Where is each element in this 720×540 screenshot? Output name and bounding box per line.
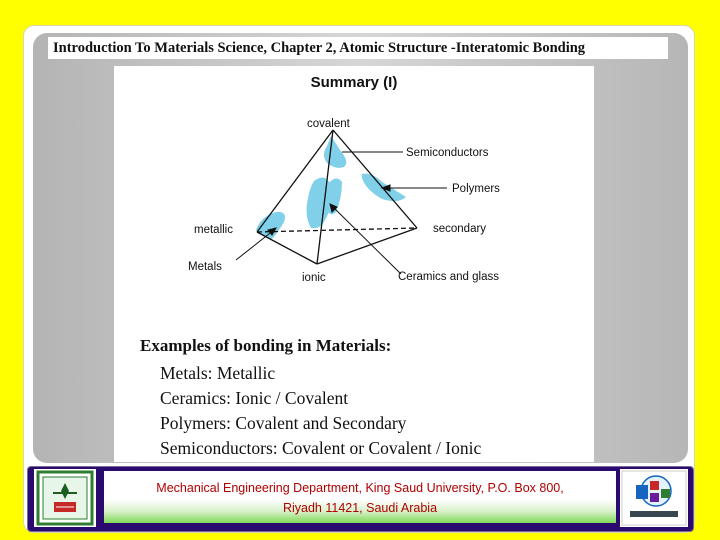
department-logo bbox=[620, 469, 688, 527]
vertex-label-secondary: secondary bbox=[433, 223, 487, 235]
diagram-title: Summary (I) bbox=[310, 74, 398, 91]
region-label-semiconductors: Semiconductors bbox=[406, 147, 489, 159]
list-item: Polymers: Covalent and Secondary bbox=[160, 413, 407, 433]
list-item: Semiconductors: Covalent or Covalent / Ionic bbox=[160, 438, 482, 458]
vertex-label-metallic: metallic bbox=[194, 224, 233, 236]
vertex-label-covalent: covalent bbox=[307, 118, 350, 130]
university-logo bbox=[34, 469, 96, 527]
summary-panel bbox=[114, 66, 594, 462]
region-label-polymers: Polymers bbox=[452, 183, 500, 195]
region-metals bbox=[256, 212, 285, 240]
slide-header-title: Introduction To Materials Science, Chapter 2, Atomic Structure -Interatomic Bonding bbox=[48, 37, 668, 59]
examples-list bbox=[160, 361, 481, 461]
region-label-metals: Metals bbox=[188, 261, 222, 273]
footer-address bbox=[104, 471, 616, 523]
footer-address-line2: Riyadh 11421, Saudi Arabia bbox=[282, 501, 438, 515]
examples-title: Examples of bonding in Materials: bbox=[140, 336, 392, 355]
footer-address-line1: Mechanical Engineering Department, King Saud University, P.O. Box 800, bbox=[156, 481, 564, 495]
list-item: Ceramics: Ionic / Covalent bbox=[160, 388, 349, 408]
vertex-label-ionic: ionic bbox=[302, 272, 326, 284]
region-label-ceramics: Ceramics and glass bbox=[398, 271, 499, 283]
department-logo-icon bbox=[620, 469, 688, 527]
university-logo-icon bbox=[34, 469, 96, 527]
list-item: Metals: Metallic bbox=[160, 363, 276, 383]
